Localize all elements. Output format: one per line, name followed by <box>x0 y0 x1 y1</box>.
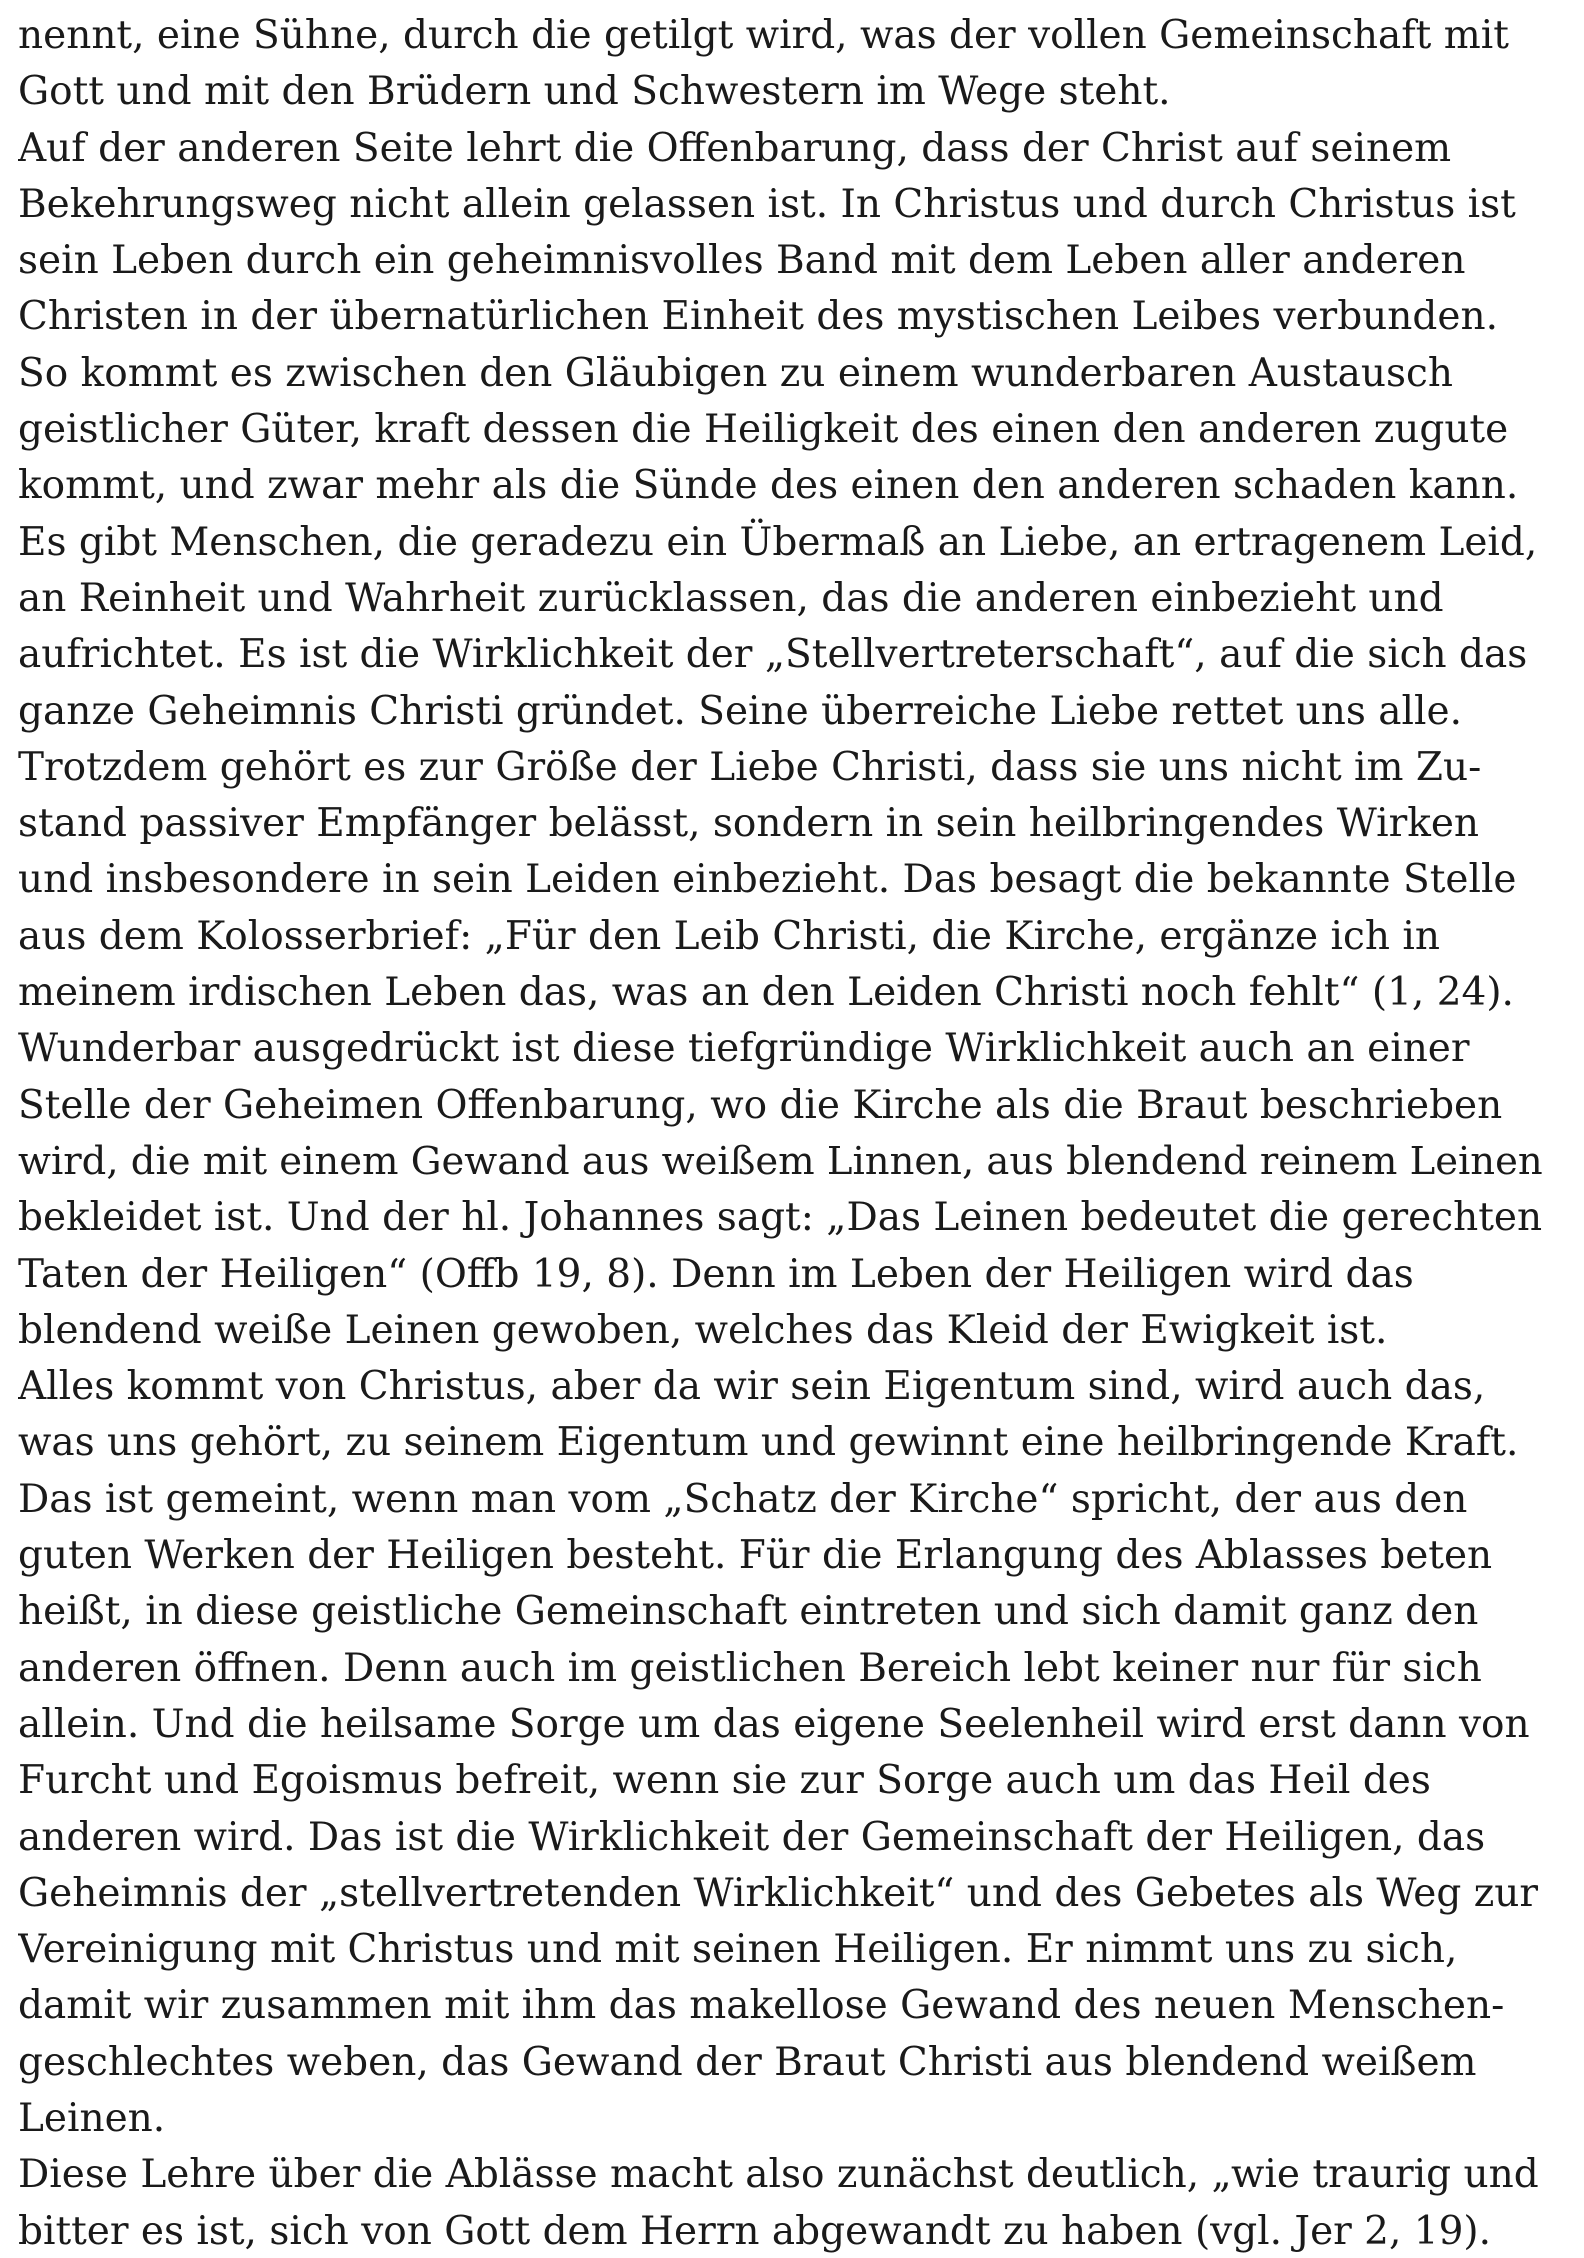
text-line: Es gibt Menschen, die geradezu ein Übermaß an Liebe, an ertragenem Leid, <box>18 519 1538 565</box>
text-line: geschlechtes weben, das Gewand der Braut Christi aus blendend weißem <box>18 2039 1477 2085</box>
text-line: Wunderbar ausgedrückt ist diese tiefgründige Wirklichkeit auch an einer <box>18 1026 1470 1072</box>
text-line: anderen öffnen. Denn auch im geistlichen Bereich lebt keiner nur für sich <box>18 1645 1482 1691</box>
text-line: meinem irdischen Leben das, was an den Leiden Christi noch fehlt“ (1, 24). <box>18 970 1514 1016</box>
text-line: sein Leben durch ein geheimnisvolles Band mit dem Leben aller anderen <box>18 238 1466 284</box>
text-line: Auf der anderen Seite lehrt die Offenbarung, dass der Christ auf seinem <box>18 125 1452 171</box>
text-line: Trotzdem gehört es zur Größe der Liebe Christi, dass sie uns nicht im Zu- <box>18 744 1482 790</box>
text-line: Geheimnis der „stellvertretenden Wirklichkeit“ und des Gebetes als Weg zur <box>18 1870 1539 1916</box>
text-line: Gott und mit den Brüdern und Schwestern im Wege steht. <box>18 69 1171 115</box>
text-line: anderen wird. Das ist die Wirklichkeit der Gemeinschaft der Heiligen, das <box>18 1814 1486 1860</box>
text-line: Furcht und Egoismus befreit, wenn sie zur Sorge auch um das Heil des <box>18 1758 1431 1804</box>
text-line: blendend weiße Leinen gewoben, welches das Kleid der Ewigkeit ist. <box>18 1307 1388 1353</box>
text-line: Vereinigung mit Christus und mit seinen Heiligen. Er nimmt uns zu sich, <box>18 1927 1458 1973</box>
text-line: bekleidet ist. Und der hl. Johannes sagt: „Das Leinen bedeutet die gerechten <box>18 1195 1543 1241</box>
text-line: Alles kommt von Christus, aber da wir sein Eigentum sind, wird auch das, <box>18 1364 1486 1410</box>
text-line: geistlicher Güter, kraft dessen die Heiligkeit des einen den anderen zugute <box>18 407 1509 453</box>
text-line: damit wir zusammen mit ihm das makellose Gewand des neuen Menschen- <box>18 1983 1505 2029</box>
text-line: allein. Und die heilsame Sorge um das eigene Seelenheil wird erst dann von <box>18 1701 1530 1747</box>
text-line: an Reinheit und Wahrheit zurücklassen, das die anderen einbezieht und <box>18 575 1444 621</box>
text-line: guten Werken der Heiligen besteht. Für die Erlangung des Ablasses beten <box>18 1533 1493 1579</box>
text-line: wird, die mit einem Gewand aus weißem Linnen, aus blendend reinem Leinen <box>18 1138 1543 1184</box>
text-line: Diese Lehre über die Ablässe macht also zunächst deutlich, „wie traurig und <box>18 2152 1539 2198</box>
document-page <box>18 0 1558 2258</box>
text-line: ganze Geheimnis Christi gründet. Seine überreiche Liebe rettet uns alle. <box>18 688 1462 734</box>
text-line: Taten der Heiligen“ (Offb 19, 8). Denn im Leben der Heiligen wird das <box>18 1251 1414 1297</box>
text-line: stand passiver Empfänger belässt, sondern in sein heilbringendes Wirken <box>18 801 1480 847</box>
text-line: Christen in der übernatürlichen Einheit des mystischen Leibes verbunden. <box>18 294 1498 340</box>
text-line: bitter es ist, sich von Gott dem Herrn abgewandt zu haben (vgl. Jer 2, 19). <box>18 2208 1492 2254</box>
text-line: heißt, in diese geistliche Gemeinschaft eintreten und sich damit ganz den <box>18 1589 1479 1635</box>
text-line: Das ist gemeint, wenn man vom „Schatz der Kirche“ spricht, der aus den <box>18 1476 1468 1522</box>
text-line: nennt, eine Sühne, durch die getilgt wird, was der vollen Gemeinschaft mit <box>18 13 1509 58</box>
text-line: und insbesondere in sein Leiden einbezieht. Das besagt die bekannte Stelle <box>18 857 1517 903</box>
text-line: aus dem Kolosserbrief: „Für den Leib Christi, die Kirche, ergänze ich in <box>18 913 1440 959</box>
text-line: aufrichtet. Es ist die Wirklichkeit der „Stellvertreterschaft“, auf die sich das <box>18 632 1528 678</box>
text-line: kommt, und zwar mehr als die Sünde des einen den anderen schaden kann. <box>18 463 1519 509</box>
text-line: So kommt es zwischen den Gläubigen zu einem wunderbaren Austausch <box>18 350 1454 396</box>
text-line: Bekehrungsweg nicht allein gelassen ist. In Christus und durch Christus ist <box>18 181 1516 227</box>
text-line: Leinen. <box>18 2095 166 2141</box>
text-line: Stelle der Geheimen Offenbarung, wo die Kirche als die Braut beschrieben <box>18 1082 1503 1128</box>
text-line: was uns gehört, zu seinem Eigentum und gewinnt eine heilbringende Kraft. <box>18 1420 1519 1466</box>
